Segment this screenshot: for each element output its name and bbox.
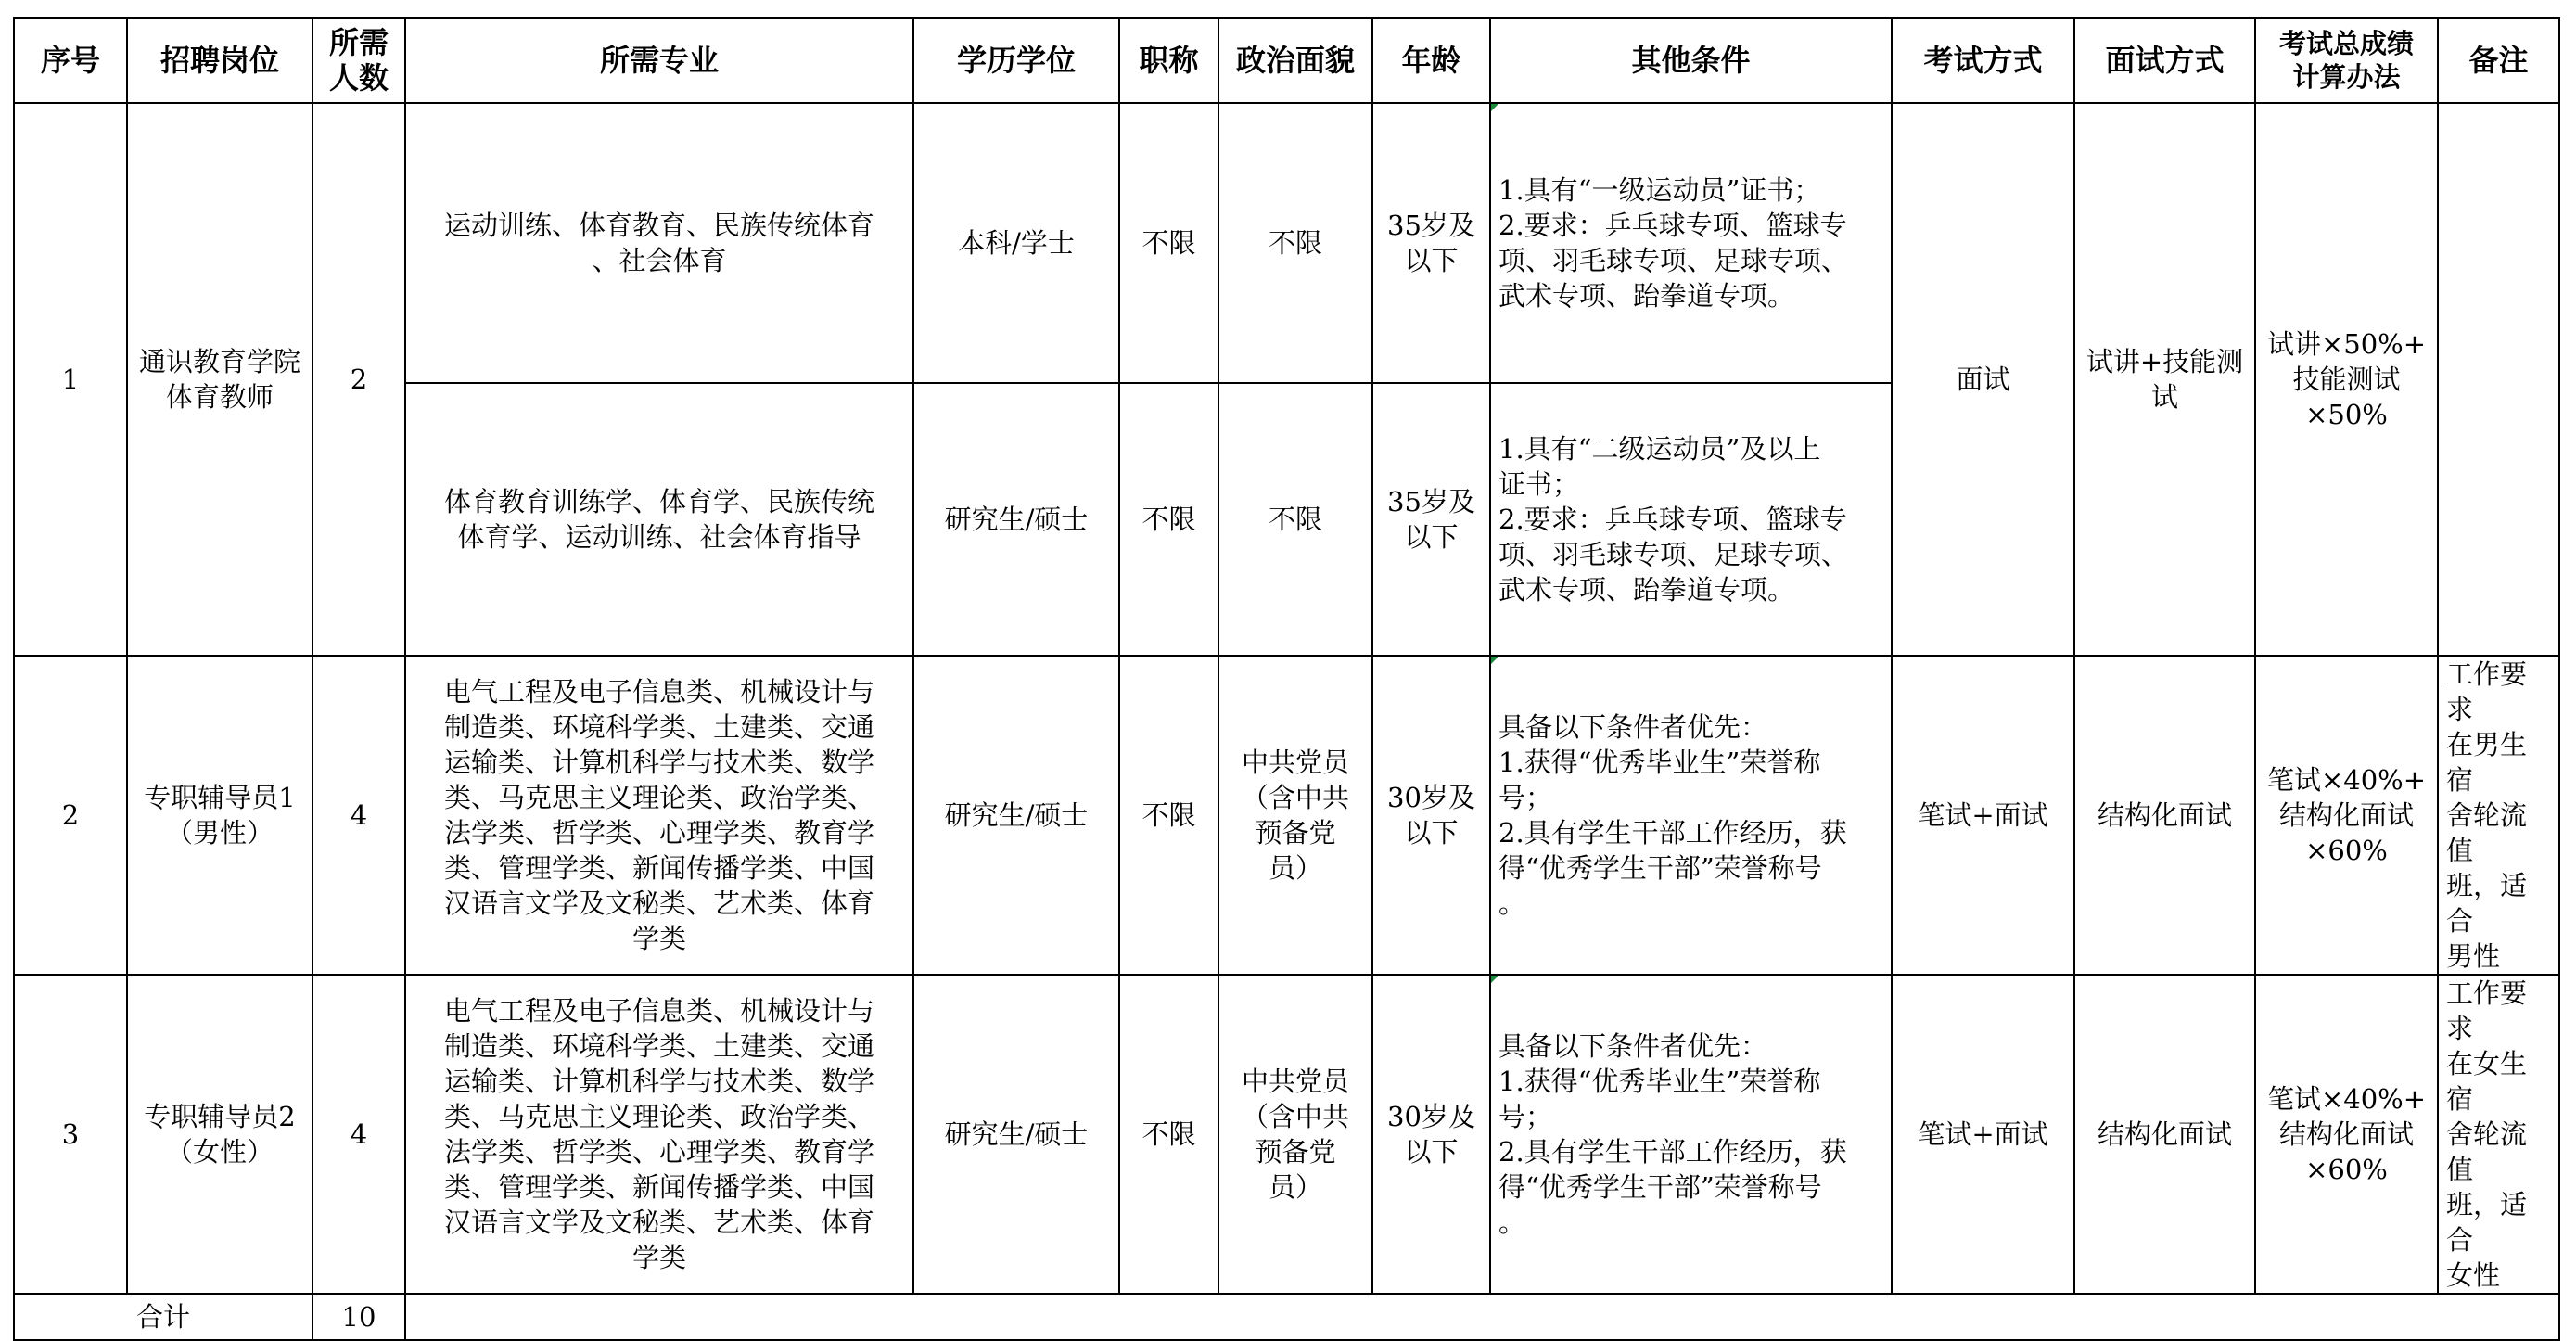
cell-education: 研究生/硕士 (913, 975, 1119, 1294)
cell-other: 具备以下条件者优先： 1.获得“优秀毕业生”荣誉称 号； 2.具有学生干部工作经历，获 得“优秀学生干部”荣誉称号 。 (1490, 975, 1892, 1294)
cell-position: 专职辅导员2 （女性） (127, 975, 312, 1294)
header-row (14, 18, 2559, 103)
cell-other: 具备以下条件者优先： 1.获得“优秀毕业生”荣誉称 号； 2.具有学生干部工作经历，获 得“优秀学生干部”荣誉称号 。 (1490, 656, 1892, 975)
header-age: 年龄 (1372, 18, 1490, 103)
cell-title: 不限 (1119, 656, 1218, 975)
cell-note (2438, 103, 2559, 656)
cell-political: 中共党员 （含中共 预备党 员） (1218, 656, 1372, 975)
cell-interview: 结构化面试 (2074, 975, 2255, 1294)
header-education: 学历学位 (913, 18, 1119, 103)
total-count: 10 (312, 1294, 405, 1340)
cell-seq: 2 (14, 656, 127, 975)
total-row (14, 1294, 2559, 1340)
cell-age: 30岁及 以下 (1372, 656, 1490, 975)
cell-position: 专职辅导员1 （男性） (127, 656, 312, 975)
cell-other: 1.具有“二级运动员”及以上 证书； 2.要求：乒乓球专项、篮球专 项、羽毛球专项、足球专项、 武术专项、跆拳道专项。 (1490, 383, 1892, 656)
table-row (14, 656, 2559, 975)
cell-title: 不限 (1119, 103, 1218, 383)
cell-seq: 3 (14, 975, 127, 1294)
cell-major: 运动训练、体育教育、民族传统体育 、社会体育 (405, 103, 913, 383)
cell-political: 不限 (1218, 383, 1372, 656)
table-row (14, 975, 2559, 1294)
cell-exam: 笔试+面试 (1892, 656, 2074, 975)
cell-position: 通识教育学院 体育教师 (127, 103, 312, 656)
cell-score: 笔试×40%+ 结构化面试 ×60% (2255, 656, 2438, 975)
cell-title: 不限 (1119, 975, 1218, 1294)
cell-education: 研究生/硕士 (913, 656, 1119, 975)
cell-major: 电气工程及电子信息类、机械设计与 制造类、环境科学类、土建类、交通 运输类、计算机科学与技术类、数学 类、马克思主义理论类、政治学类、 法学类、哲学类、心理学类、教育学 类、管理学类、新闻传播学类、中国 汉语言文学及文秘类、艺术类、体育 学类 (405, 975, 913, 1294)
cell-political: 中共党员 （含中共 预备党 员） (1218, 975, 1372, 1294)
header-score: 考试总成绩 计算办法 (2255, 18, 2438, 103)
header-political: 政治面貌 (1218, 18, 1372, 103)
cell-major: 体育教育训练学、体育学、民族传统 体育学、运动训练、社会体育指导 (405, 383, 913, 656)
cell-education: 研究生/硕士 (913, 383, 1119, 656)
cell-age: 35岁及 以下 (1372, 103, 1490, 383)
cell-education: 本科/学士 (913, 103, 1119, 383)
cell-age: 30岁及 以下 (1372, 975, 1490, 1294)
header-position: 招聘岗位 (127, 18, 312, 103)
cell-exam: 面试 (1892, 103, 2074, 656)
cell-count: 2 (312, 103, 405, 656)
table-row (14, 103, 2559, 383)
header-interview: 面试方式 (2074, 18, 2255, 103)
header-major: 所需专业 (405, 18, 913, 103)
cell-interview: 结构化面试 (2074, 656, 2255, 975)
cell-exam: 笔试+面试 (1892, 975, 2074, 1294)
total-label: 合计 (14, 1294, 312, 1340)
cell-seq: 1 (14, 103, 127, 656)
recruitment-table (13, 17, 2560, 1341)
cell-other: 1.具有“一级运动员”证书； 2.要求：乒乓球专项、篮球专 项、羽毛球专项、足球专项、 武术专项、跆拳道专项。 (1490, 103, 1892, 383)
header-exam: 考试方式 (1892, 18, 2074, 103)
cell-note: 工作要求 在女生宿 舍轮流值 班，适合 女性 (2438, 975, 2559, 1294)
cell-count: 4 (312, 656, 405, 975)
cell-score: 试讲×50%+ 技能测试 ×50% (2255, 103, 2438, 656)
cell-interview: 试讲+技能测 试 (2074, 103, 2255, 656)
header-count: 所需 人数 (312, 18, 405, 103)
cell-major: 电气工程及电子信息类、机械设计与 制造类、环境科学类、土建类、交通 运输类、计算机科学与技术类、数学 类、马克思主义理论类、政治学类、 法学类、哲学类、心理学类、教育学 类、管理学类、新闻传播学类、中国 汉语言文学及文秘类、艺术类、体育 学类 (405, 656, 913, 975)
header-other: 其他条件 (1490, 18, 1892, 103)
cell-count: 4 (312, 975, 405, 1294)
header-seq: 序号 (14, 18, 127, 103)
cell-title: 不限 (1119, 383, 1218, 656)
total-empty (405, 1294, 2559, 1340)
cell-age: 35岁及 以下 (1372, 383, 1490, 656)
cell-political: 不限 (1218, 103, 1372, 383)
cell-note: 工作要求 在男生宿 舍轮流值 班，适合 男性 (2438, 656, 2559, 975)
cell-score: 笔试×40%+ 结构化面试 ×60% (2255, 975, 2438, 1294)
header-title: 职称 (1119, 18, 1218, 103)
header-note: 备注 (2438, 18, 2559, 103)
